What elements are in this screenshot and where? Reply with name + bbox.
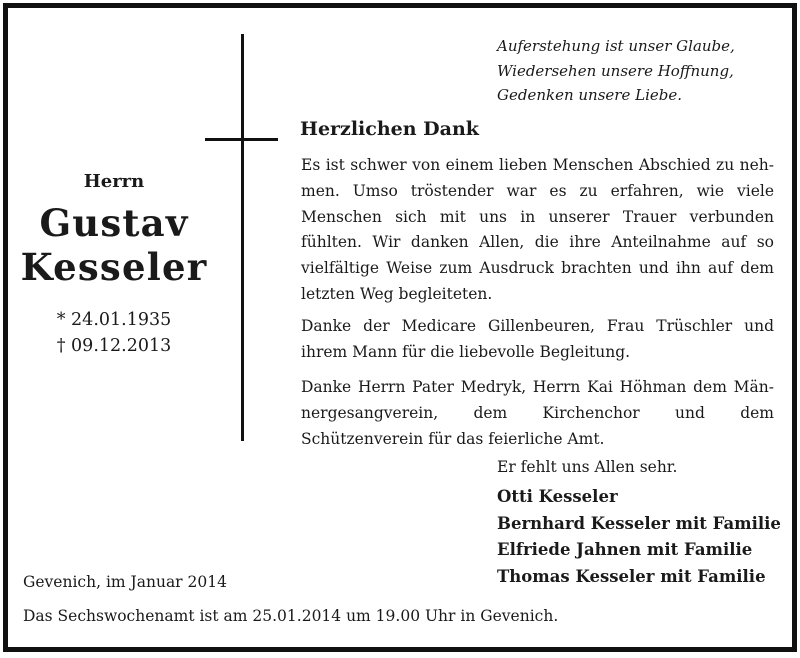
quote-line-3: Gedenken unsere Liebe. bbox=[497, 86, 682, 104]
family-member: Thomas Kesseler mit Familie bbox=[497, 567, 766, 586]
death-date: † 09.12.2013 bbox=[56, 336, 172, 356]
obituary-notice bbox=[3, 3, 797, 652]
cross-vertical-bar bbox=[241, 34, 244, 441]
place-and-date: Gevenich, im Januar 2014 bbox=[23, 573, 227, 591]
quote-line-2: Wiedersehen unsere Hoffnung, bbox=[497, 61, 734, 80]
thanks-paragraph-3: Danke Herrn Pater Medryk, Herrn Kai Höhman dem Männergesangverein, dem Kirchenchor und dem Schützenverein für das feierliche Amt. bbox=[301, 378, 774, 448]
birth-date: * 24.01.1935 bbox=[56, 310, 172, 330]
service-note: Das Sechswochenamt ist am 25.01.2014 um 19.00 Uhr in Gevenich. bbox=[23, 607, 559, 625]
thanks-paragraph-1: Es ist schwer von einem lieben Menschen Abschied zu nehmen. Umso tröstender war es zu erfahren, wie viele Menschen sich mit uns in unserer Trauer verbunden fühlten. Wir danken Allen, die ihre Anteilnahme auf so vielfältige Weise zum Ausdruck brachten und ihn auf dem letzten Weg begleiteten. bbox=[301, 156, 774, 303]
farewell-line: Er fehlt uns Allen sehr. bbox=[497, 458, 678, 476]
family-member: Otti Kesseler bbox=[497, 487, 618, 506]
thanks-paragraph-2: Danke der Medicare Gillenbeuren, Frau Trüschler und ihrem Mann für die liebevolle Begleitung. bbox=[301, 317, 774, 361]
salutation: Herrn bbox=[83, 171, 145, 192]
deceased-first-name: Gustav bbox=[39, 201, 189, 245]
deceased-last-name: Kesseler bbox=[20, 245, 208, 289]
quote-line-1: Auferstehung ist unser Glaube, bbox=[497, 37, 735, 55]
family-member: Bernhard Kesseler mit Familie bbox=[497, 514, 781, 533]
thanks-heading: Herzlichen Dank bbox=[300, 118, 479, 140]
quote-block bbox=[497, 34, 777, 108]
cross-horizontal-bar bbox=[205, 138, 278, 141]
family-member: Elfriede Jahnen mit Familie bbox=[497, 540, 753, 559]
